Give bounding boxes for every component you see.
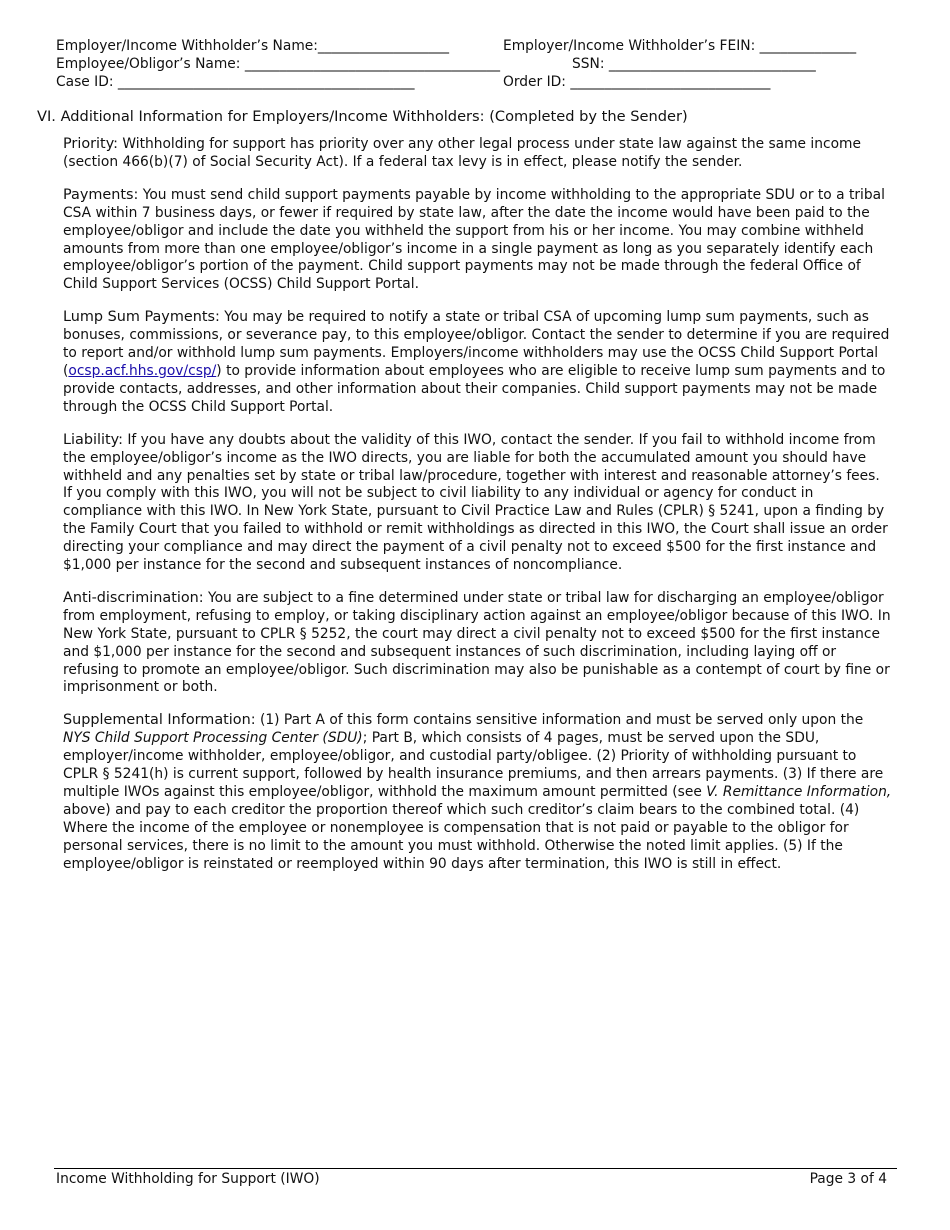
antidiscrimination-paragraph	[63, 590, 893, 697]
priority-label: Priority:	[63, 136, 119, 152]
supplemental-text-3: above) and pay to each creditor the proportion thereof which such creditor’s claim bears to the combined total. (4) Where the income of the employee or nonemployee is compensation that is not paid or payable to the obligor for personal services, there is no limit to the amount you must withhold. Otherwise the noted limit applies. (5) If the employee/obligor is reinstated or reemployed within 90 days after termination, this IWO is still in effect.	[63, 801, 860, 872]
employer-fein-field[interactable]: Employer/Income Withholder’s FEIN: ______________	[503, 38, 857, 54]
lump-sum-label: Lump Sum Payments:	[63, 309, 220, 326]
employer-name-field[interactable]: Employer/Income Withholder’s Name:___________________	[56, 38, 449, 54]
ssn-field[interactable]: SSN: ______________________________	[572, 56, 816, 72]
supplemental-paragraph	[63, 712, 893, 873]
payments-label: Payments:	[63, 186, 139, 203]
ocsp-portal-link[interactable]: ocsp.acf.hhs.gov/csp/	[68, 362, 217, 379]
payments-text: You must send child support payments payable by income withholding to the appropriate SDU or to a tribal CSA within 7 business days, or fewer if required by state law, after the date the income would have been paid to the employee/obligor and include the date you withheld the support from his or her income. You may combine withheld amounts from more than one employee/obligor’s income in a single payment as long as you separately identify each employee/obligor’s portion of the payment. Child support payments may not be made through the federal Office of Child Support Services (OCSS) Child Support Portal.	[63, 186, 885, 293]
supplemental-text-2: ; Part B, which consists of 4 pages, must be served upon the SDU, employer/income withholder, employee/obligor, and custodial party/obligee. (2) Priority of withholding pursuant to CPLR § 5241(h) is current support, followed by health insurance premiums, and then arrears payments. (3) If there are multiple IWOs against this employee/obligor, withhold the maximum amount permitted (see	[63, 730, 884, 800]
lump-sum-text-1: You may be required to notify a state or tribal CSA of upcoming lump sum payments, such as bonuses, commissions, or severance pay, to this employee/obligor. Contact the sender to determine if you are required to report and/or withhold lump sum payments. Employers/income withholders may use the OCSS Child Support Portal (	[63, 309, 890, 379]
order-id-field[interactable]: Order ID: _____________________________	[503, 74, 771, 90]
payments-paragraph	[63, 187, 893, 294]
antidiscrimination-text: You are subject to a fine determined under state or tribal law for discharging an employee/obligor from employment, refusing to employ, or taking disciplinary action against an employee/obligor because of this IWO. In New York State, pursuant to CPLR § 5252, the court may direct a civil penalty not to exceed $500 for the first instance and $1,000 per instance for the second and subsequent instances of such discrimination, including laying off or refusing to promote an employee/obligor. Such discrimination may also be punishable as a contempt of court by fine or imprisonment or both.	[63, 589, 891, 696]
lump-sum-paragraph	[63, 309, 893, 416]
liability-text: If you have any doubts about the validity of this IWO, contact the sender. If you fail to withhold income from the employee/obligor’s income as the IWO directs, you are liable for both the accumulated amount you should have withheld and any penalties set by state or tribal law/procedure, together with interest and reasonable attorney’s fees. If you comply with this IWO, you will not be subject to civil liability to any individual or agency for conduct in compliance with this IWO. In New York State, pursuant to Civil Practice Law and Rules (CPLR) § 5241, upon a finding by the Family Court that you failed to withhold or remit withholdings as directed in this IWO, the Court shall issue an order directing your compliance and may direct the payment of a civil penalty not to exceed $500 for the first instance and $1,000 per instance for the second and subsequent instances of noncompliance.	[63, 431, 888, 574]
footer-divider	[54, 1168, 897, 1169]
footer-form-name: Income Withholding for Support (IWO)	[56, 1171, 320, 1187]
supplemental-italic-sdu: NYS Child Support Processing Center (SDU)	[63, 730, 363, 747]
form-header	[56, 37, 896, 91]
section-title: VI. Additional Information for Employers/Income Withholders: (Completed by the Sender)	[37, 108, 688, 125]
priority-paragraph	[63, 136, 893, 172]
antidiscrimination-label: Anti-discrimination:	[63, 589, 204, 606]
liability-label: Liability:	[63, 431, 123, 448]
section-body	[63, 136, 893, 889]
liability-paragraph	[63, 432, 893, 575]
lump-sum-text-2: ) to provide information about employees who are eligible to receive lump sum payments and to provide contacts, addresses, and other information about their companies. Child support payments may not be made through the OCSS Child Support Portal.	[63, 362, 886, 415]
supplemental-text-1: (1) Part A of this form contains sensitive information and must be served only upon the	[259, 712, 864, 729]
case-id-field[interactable]: Case ID: ___________________________________________	[56, 74, 415, 90]
obligor-name-field[interactable]: Employee/Obligor’s Name: _____________________________________	[56, 56, 501, 72]
priority-text: Withholding for support has priority over any other legal process under state law against the same income (section 466(b)(7) of Social Security Act). If a federal tax levy is in effect, please notify the sender.	[63, 136, 861, 170]
footer-page-number: Page 3 of 4	[809, 1171, 887, 1187]
supplemental-label: Supplemental Information:	[63, 712, 256, 729]
supplemental-italic-remittance: V. Remittance Information,	[706, 784, 892, 800]
